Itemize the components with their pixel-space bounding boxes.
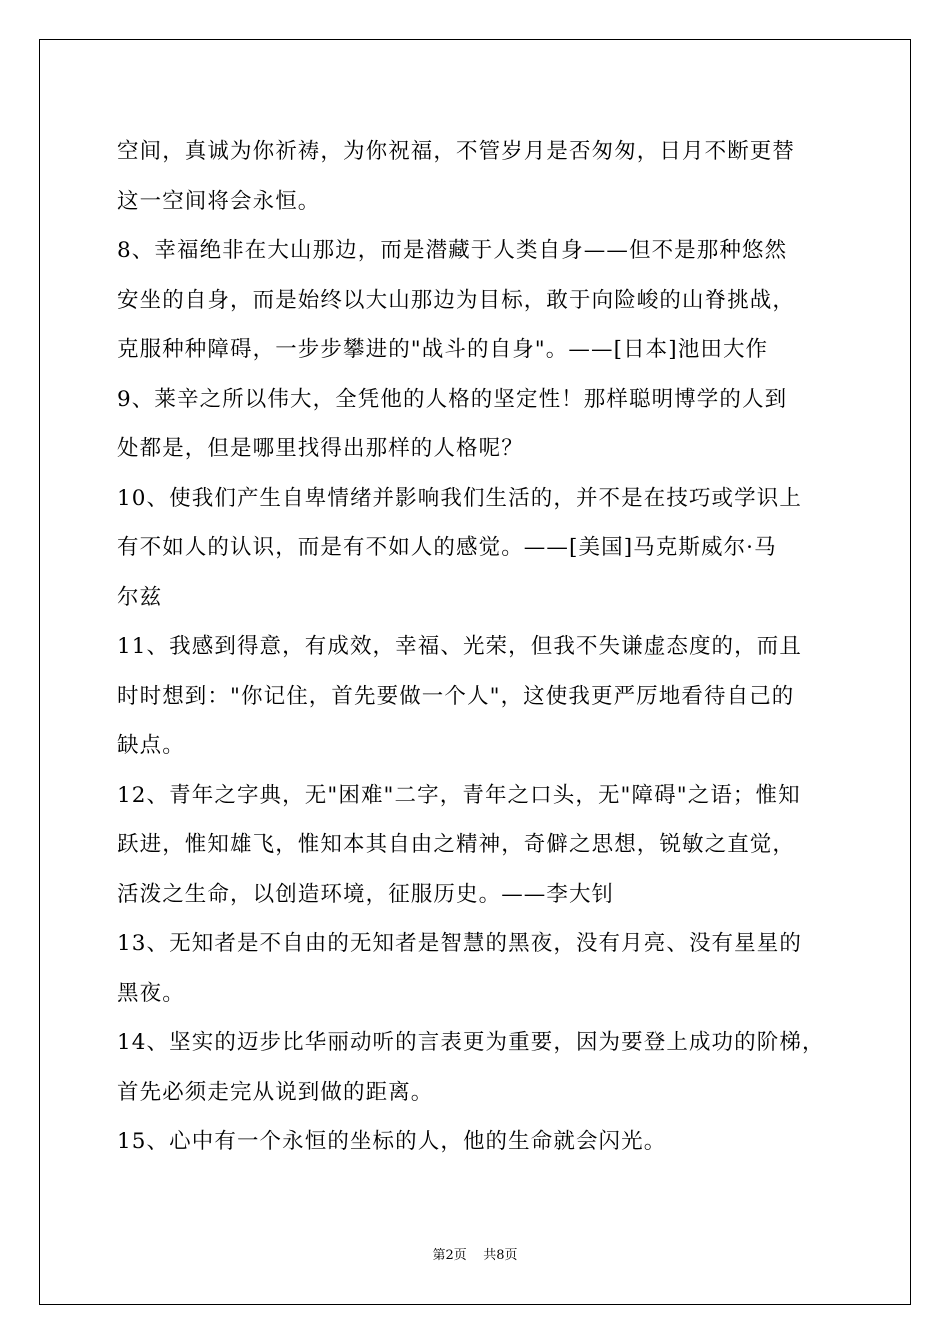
document-body bbox=[117, 127, 841, 1167]
text-line: 15、心中有一个永恒的坐标的人，他的生命就会闪光。 bbox=[117, 1129, 667, 1154]
text-line: 13、无知者是不自由的无知者是智慧的黑夜，没有月亮、没有星星的 bbox=[117, 931, 802, 956]
text-line: 黑夜。 bbox=[117, 980, 185, 1006]
text-line: 这一空间将会永恒。 bbox=[117, 188, 321, 214]
text-line: 空间，真诚为你祈祷，为你祝福，不管岁月是否匆匆，日月不断更替 bbox=[117, 139, 796, 164]
text-line: 8、幸福绝非在大山那边，而是潜藏于人类自身——但不是那种悠然 bbox=[117, 238, 788, 263]
text-line: 缺点。 bbox=[117, 733, 185, 758]
text-line: 12、青年之字典，无"困难"二字，青年之口头，无"障碍"之语；惟知 bbox=[117, 782, 801, 808]
text-line: 处都是，但是哪里找得出那样的人格呢？ bbox=[117, 436, 524, 461]
text-line: 14、坚实的迈步比华丽动听的言表更为重要，因为要登上成功的阶梯， bbox=[117, 1030, 825, 1055]
text-line: 9、莱辛之所以伟大，全凭他的人格的坚定性！那样聪明博学的人到 bbox=[117, 386, 788, 412]
text-line: 11、我感到得意，有成效，幸福、光荣，但我不失谦虚态度的，而且 bbox=[117, 634, 802, 659]
text-line: 时时想到："你记住，首先要做一个人"，这使我更严厉地看待自己的 bbox=[117, 683, 795, 709]
text-line: 克服种种障碍，一步步攀进的"战斗的自身"。——[日本]池田大作 bbox=[117, 337, 769, 362]
text-line: 尔兹 bbox=[117, 584, 163, 610]
text-line: 首先必须走完从说到做的距离。 bbox=[117, 1079, 434, 1105]
text-line: 活泼之生命，以创造环境，征服历史。——李大钊 bbox=[117, 881, 615, 907]
text-line: 有不如人的认识，而是有不如人的感觉。——[美国]马克斯威尔·马 bbox=[117, 535, 777, 560]
text-line: 跃进，惟知雄飞，惟知本其自由之精神，奇僻之思想，锐敏之直觉， bbox=[117, 832, 796, 857]
text-line: 安坐的自身，而是始终以大山那边为目标，敢于向险峻的山脊挑战， bbox=[117, 287, 796, 313]
page-number-footer: 第2页 共8页 bbox=[432, 1248, 518, 1263]
text-line: 10、使我们产生自卑情绪并影响我们生活的，并不是在技巧或学识上 bbox=[117, 485, 802, 511]
